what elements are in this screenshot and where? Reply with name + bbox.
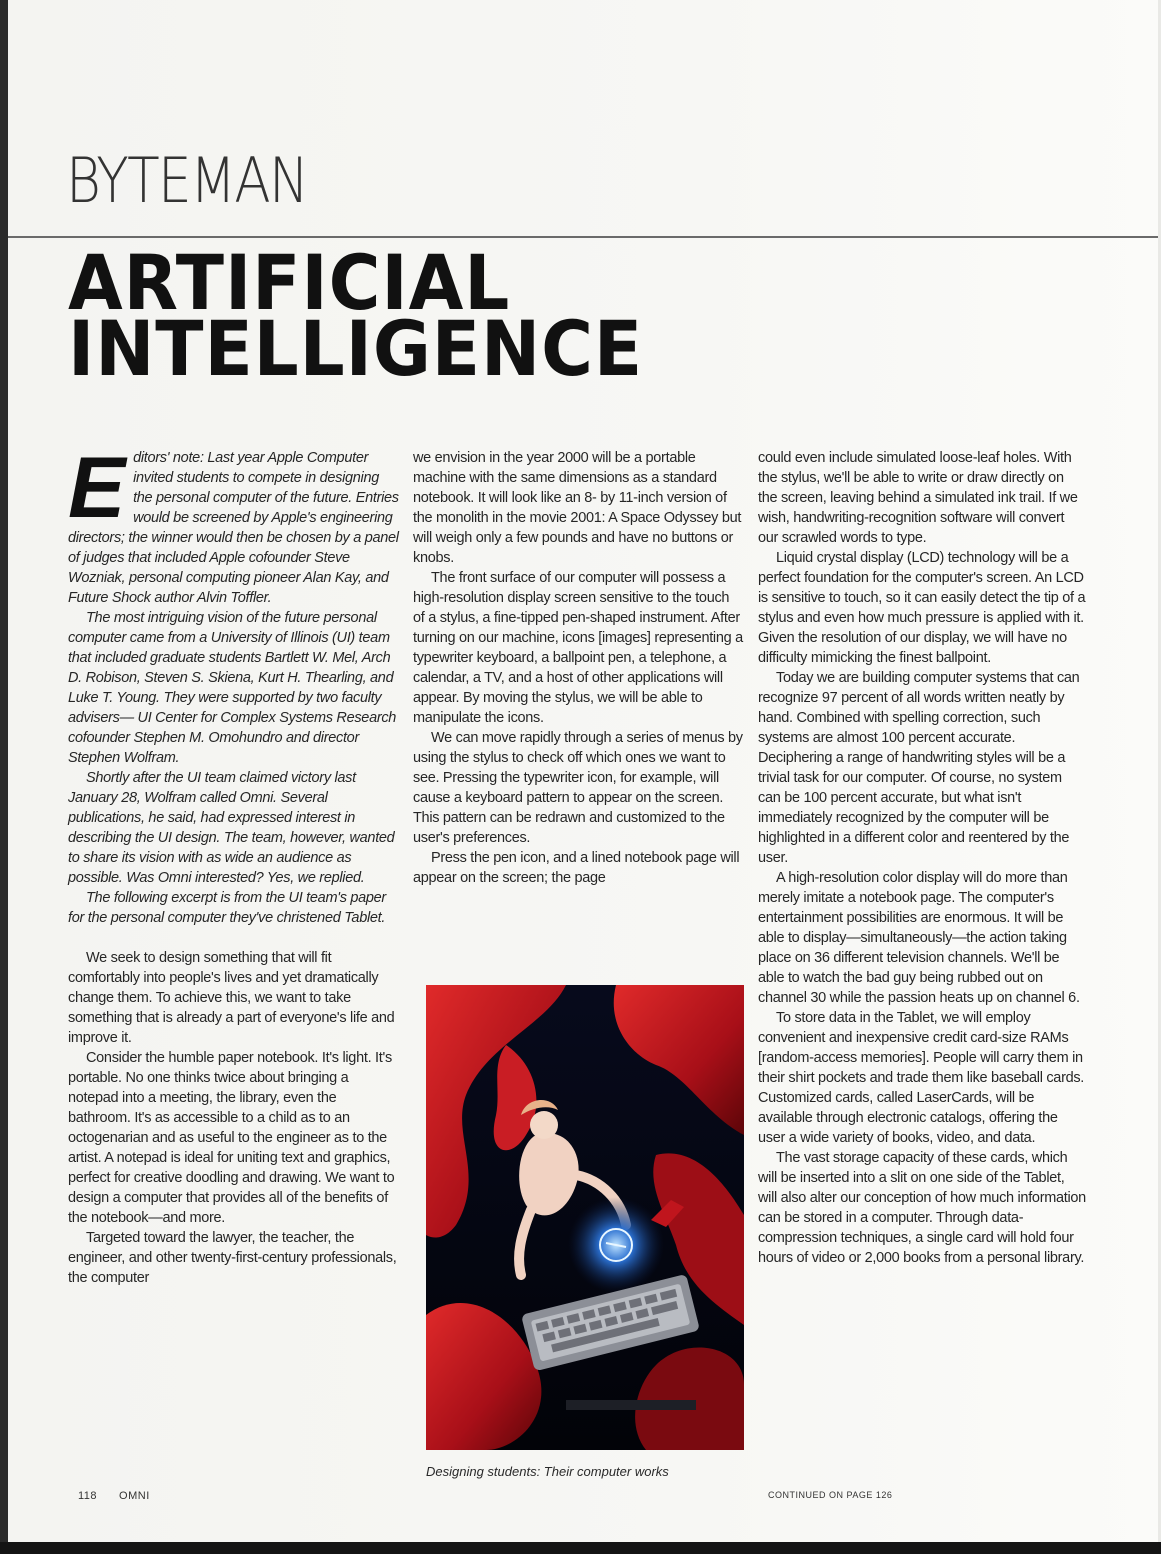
article-paragraph: could even include simulated loose-leaf holes. With the stylus, we'll be able to write or draw directly on the screen, leaving behind a simulated ink trail. If we wish, handwriting-recognition software will convert our scrawled words to type. — [758, 450, 1078, 546]
article-column-1 — [68, 440, 400, 1288]
article-paragraph: We seek to design something that will fit comfortably into people's lives and yet dramatically change them. To achieve this, we want to take something that is already a part of everyone's life and improve it. — [68, 950, 395, 1046]
magazine-page — [8, 0, 1158, 1542]
page-folio — [78, 1490, 172, 1502]
section-label: BYTEMAN — [66, 144, 308, 217]
paragraph-text: ditors' note: Last year Apple Computer invited students to compete in designing the personal computer of the future. Entries would be screened by Apple's engineering directors; the winner would then be chosen by a panel of judges that included Apple cofounder Steve Wozniak, personal computing pioneer Alan Kay, and Future Shock author Alvin Toffler. — [68, 450, 399, 606]
article-column-3 — [758, 448, 1086, 1268]
headline-line-1: ARTIFICIAL — [68, 238, 511, 327]
article-paragraph: Shortly after the UI team claimed victory last January 28, Wolfram called Omni. Several publications, he said, had expressed interest in describing the UI design. The team, however, wanted to share its vision with as wide an audience as possible. Was Omni interested? Yes, we replied. — [68, 770, 395, 886]
article-paragraph: we envision in the year 2000 will be a portable machine with the same dimensions as a standard notebook. It will look like an 8- by 11-inch version of the monolith in the movie 2001: A Space Odyssey but will weigh only a few pounds and have no buttons or knobs. — [413, 450, 742, 566]
article-paragraph: To store data in the Tablet, we will employ convenient and inexpensive credit card-size RAMs [random-access memories]. People will carry them in their shirt pockets and trade them like baseball cards. Customized cards, called LaserCards, will be available through electronic catalogs, offering the user a wide variety of books, video, and data. — [758, 1010, 1085, 1146]
article-paragraph: The vast storage capacity of these cards, which will be inserted into a slit on one side of the Tablet, will also alter our conception of how much information can be stored in a computer. Through data-compression techniques, a single card will hold four hours of video or 2,000 books from a personal library. — [758, 1150, 1086, 1266]
continued-on-page: CONTINUED ON PAGE 126 — [768, 1490, 893, 1500]
article-paragraph: A high-resolution color display will do more than merely imitate a notebook page. The computer's entertainment possibilities are enormous. It will be able to display—simultaneously—the action taking place on 36 different television channels. We'll be able to watch the bad guy being rubbed out on channel 30 while the passion heats up on channel 6. — [758, 870, 1080, 1006]
headline-line-2: INTELLIGENCE — [68, 304, 644, 393]
article-paragraph: Targeted toward the lawyer, the teacher, the engineer, and other twenty-first-century professionals, the computer — [68, 1230, 397, 1286]
article-paragraph: The front surface of our computer will possess a high-resolution display screen sensitive to the touch of a stylus, a fine-tipped pen-shaped instrument. After turning on our machine, icons [images] representing a typewriter keyboard, a ballpoint pen, a telephone, a calendar, a TV, and a host of other applications will appear. By moving the stylus, we will be able to manipulate the icons. — [413, 570, 743, 726]
illustration-floating-child-with-computer — [426, 985, 744, 1450]
article-paragraph: Consider the humble paper notebook. It's light. It's portable. No one thinks twice about bringing a notepad into a meeting, the library, even the bathroom. It's as accessible to a child as to an octogenarian and as useful to the engineer as to the artist. A notepad is ideal for uniting text and graphics, perfect for creative doodling and drawing. We want to design a computer that provides all of the benefits of the notebook—and more. — [68, 1050, 395, 1226]
article-paragraph: Liquid crystal display (LCD) technology will be a perfect foundation for the computer's screen. An LCD is sensitive to touch, so it can easily detect the tip of a stylus and even how much pressure is applied with it. Given the resolution of our display, we will have no difficulty mimicking the finest ballpoint. — [758, 550, 1086, 666]
article-paragraph: The following excerpt is from the UI team's paper for the personal computer they've christened Tablet. — [68, 890, 386, 926]
drop-cap: E — [68, 440, 126, 536]
illustration-caption: Designing students: Their computer works — [426, 1464, 669, 1479]
paragraph-spacer — [68, 928, 400, 948]
editors-note-paragraph — [68, 440, 400, 608]
article-paragraph: Today we are building computer systems that can recognize 97 percent of all words written neatly by hand. Combined with spelling correction, such systems are almost 100 percent accurate. Deciphering a range of handwriting styles will be a trivial task for our computer. Of course, no system can be 100 percent accurate, but what isn't immediately recognized by the computer will be highlighted in a different color and reentered by the user. — [758, 670, 1080, 866]
article-paragraph: We can move rapidly through a series of menus by using the stylus to check off which ones we want to see. Pressing the typewriter icon, for example, will cause a keyboard pattern to appear on the screen. This pattern can be redrawn and customized to the user's preferences. — [413, 730, 743, 846]
magazine-name: OMNI — [119, 1490, 150, 1502]
page-binding — [0, 0, 8, 1554]
page-number: 118 — [78, 1490, 98, 1502]
headline — [68, 238, 644, 393]
article-paragraph: Press the pen icon, and a lined notebook page will appear on the screen; the page — [413, 850, 740, 886]
article-paragraph: The most intriguing vision of the future personal computer came from a University of Illinois (UI) team that included graduate students Bartlett W. Mel, Arch D. Robison, Steven S. Skiena, Kurt H. Thearling, and Luke T. Young. They were supported by two faculty advisers— UI Center for Complex Systems Research cofounder Stephen M. Omohundro and director Stephen Wolfram. — [68, 610, 397, 766]
scan-bottom-edge — [0, 1542, 1161, 1554]
article-column-2 — [413, 448, 743, 888]
